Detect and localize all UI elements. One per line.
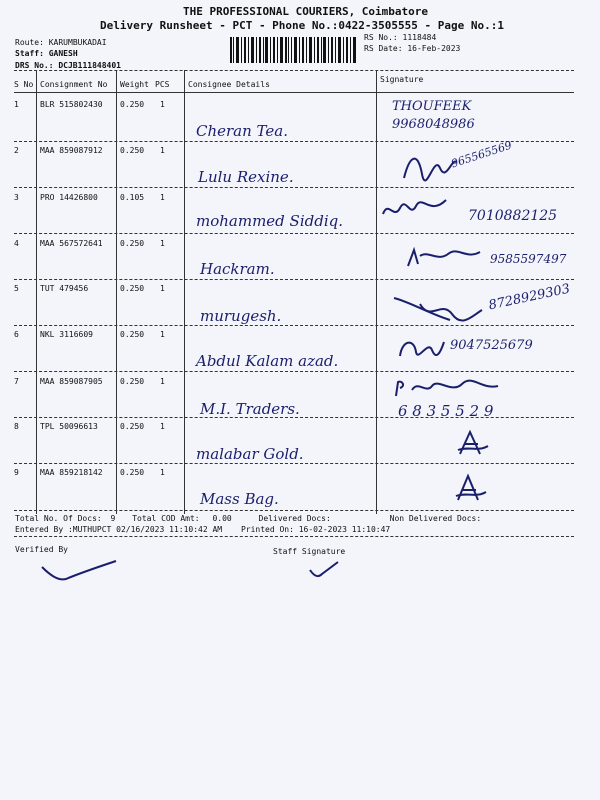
- signature-handwriting: 9585597497: [490, 252, 567, 266]
- consignee-handwriting: Hackram.: [200, 260, 275, 278]
- consignee-handwriting: Abdul Kalam azad.: [196, 352, 339, 370]
- signature-scribble: [454, 428, 490, 458]
- row-weight: 0.250: [120, 377, 145, 386]
- header-weight: Weight: [120, 80, 149, 89]
- signature-scribble: [452, 472, 488, 504]
- row-sno: 6: [14, 330, 19, 339]
- consignee-handwriting: Cheran Tea.: [196, 122, 288, 140]
- rs-no-value: 1118484: [402, 33, 437, 42]
- staff-signature-mark: [306, 558, 342, 580]
- printed-on: Printed On: 16-02-2023 11:10:47: [240, 525, 391, 534]
- col-divider: [116, 70, 117, 514]
- total-docs-value: 9: [110, 514, 116, 523]
- row-sno: 8: [14, 422, 19, 431]
- row-sno: 7: [14, 377, 19, 386]
- table-bottom-rule: [14, 510, 574, 511]
- row-weight: 0.250: [120, 239, 145, 248]
- total-cod-value: 0.00: [212, 514, 232, 523]
- row-sno: 1: [14, 100, 19, 109]
- signature-handwriting: 965565569: [449, 138, 514, 171]
- staff-line: [15, 49, 78, 58]
- col-divider: [184, 70, 185, 514]
- row-weight: 0.250: [120, 100, 145, 109]
- staff-signature-label: Staff Signature: [273, 547, 346, 556]
- row-pcs: 1: [160, 239, 165, 248]
- consignee-handwriting: M.I. Traders.: [200, 400, 300, 418]
- signature-handwriting: 6 8 3 5 5 2 9: [398, 402, 494, 420]
- row-weight: 0.105: [120, 193, 145, 202]
- delivered-docs-label: Delivered Docs:: [258, 514, 331, 523]
- row-rule: [14, 325, 574, 326]
- row-consignment: PRO 14426800: [40, 193, 98, 202]
- route-line: [15, 38, 107, 47]
- consignee-handwriting: Lulu Rexine.: [198, 168, 294, 186]
- rs-date-line: [364, 44, 460, 53]
- row-weight: 0.250: [120, 468, 145, 477]
- table-top-rule: [14, 70, 574, 71]
- header-consignee: Consignee Details: [188, 80, 270, 89]
- signature-scribble: [392, 378, 502, 400]
- entered-line: [15, 525, 390, 534]
- route-value: KARUMBUKADAI: [48, 38, 107, 47]
- row-weight: 0.250: [120, 330, 145, 339]
- row-rule: [14, 233, 574, 234]
- row-rule: [14, 141, 574, 142]
- header-pcs: PCS: [155, 80, 170, 89]
- row-consignment: MAA 859218142: [40, 468, 103, 477]
- signature-scribble: [396, 334, 446, 364]
- row-rule: [14, 371, 574, 372]
- row-weight: 0.250: [120, 146, 145, 155]
- staff-value: GANESH: [48, 49, 78, 58]
- row-weight: 0.250: [120, 284, 145, 293]
- row-pcs: 1: [160, 284, 165, 293]
- row-sno: 3: [14, 193, 19, 202]
- totals-line: [15, 514, 481, 523]
- signature-scribble: [380, 196, 450, 224]
- rs-date-value: 16-Feb-2023: [407, 44, 461, 53]
- consignee-handwriting: Mass Bag.: [200, 490, 279, 508]
- row-sno: 5: [14, 284, 19, 293]
- signature-scribble: [400, 148, 460, 184]
- verified-signature: [40, 557, 120, 587]
- row-consignment: MAA 859087912: [40, 146, 103, 155]
- rs-no-line: [364, 33, 436, 42]
- footer-rule: [14, 536, 574, 537]
- drs-line: [15, 61, 121, 70]
- company-title: THE PROFESSIONAL COURIERS, Coimbatore: [183, 5, 429, 18]
- consignee-handwriting: murugesh.: [200, 307, 282, 325]
- signature-handwriting: 9047525679: [450, 338, 533, 353]
- entered-by: Entered By :MUTHUPCT 02/16/2023 11:10:42 AM: [15, 525, 223, 534]
- header-consignment: Consignment No: [40, 80, 108, 89]
- row-rule: [14, 187, 574, 188]
- consignee-handwriting: malabar Gold.: [196, 445, 304, 463]
- row-consignment: NKL 3116609: [40, 330, 93, 339]
- row-consignment: MAA 859087905: [40, 377, 103, 386]
- row-consignment: BLR 515802430: [40, 100, 103, 109]
- barcode: [230, 37, 358, 63]
- signature-scribble: [390, 292, 485, 328]
- header-signature: Signature: [380, 75, 424, 84]
- header-rule: [14, 92, 574, 93]
- row-sno: 9: [14, 468, 19, 477]
- signature-handwriting: THOUFEEK 9968048986: [392, 99, 475, 132]
- row-rule: [14, 417, 574, 418]
- verified-by-label: Verified By: [15, 545, 68, 554]
- row-sno: 2: [14, 146, 19, 155]
- signature-scribble: [404, 246, 484, 272]
- col-divider: [36, 70, 37, 514]
- col-divider: [376, 70, 377, 514]
- header-sno: S No: [14, 80, 34, 89]
- row-pcs: 1: [160, 330, 165, 339]
- row-rule: [14, 463, 574, 464]
- row-pcs: 1: [160, 193, 165, 202]
- row-consignment: TPL 50096613: [40, 422, 98, 431]
- signature-handwriting: 8728929303: [487, 281, 572, 314]
- non-delivered-docs-label: Non Delivered Docs:: [389, 514, 482, 523]
- row-pcs: 1: [160, 377, 165, 386]
- row-consignment: MAA 567572641: [40, 239, 103, 248]
- runsheet-subtitle: Delivery Runsheet - PCT - Phone No.:0422-3505555 - Page No.:1: [100, 19, 504, 32]
- drs-label: DRS No.:: [15, 61, 54, 70]
- row-pcs: 1: [160, 422, 165, 431]
- staff-label: Staff:: [15, 49, 44, 58]
- drs-value: DCJB111848401: [58, 61, 121, 70]
- row-consignment: TUT 479456: [40, 284, 89, 293]
- row-pcs: 1: [160, 468, 165, 477]
- route-label: Route:: [15, 38, 44, 47]
- row-sno: 4: [14, 239, 19, 248]
- row-weight: 0.250: [120, 422, 145, 431]
- row-pcs: 1: [160, 146, 165, 155]
- consignee-handwriting: mohammed Siddiq.: [196, 212, 343, 230]
- signature-handwriting: 7010882125: [468, 208, 558, 224]
- rs-no-label: RS No.:: [364, 33, 398, 42]
- total-docs-label: Total No. Of Docs:: [15, 514, 102, 523]
- row-rule: [14, 279, 574, 280]
- row-pcs: 1: [160, 100, 165, 109]
- total-cod-label: Total COD Amt:: [132, 514, 200, 523]
- rs-date-label: RS Date:: [364, 44, 403, 53]
